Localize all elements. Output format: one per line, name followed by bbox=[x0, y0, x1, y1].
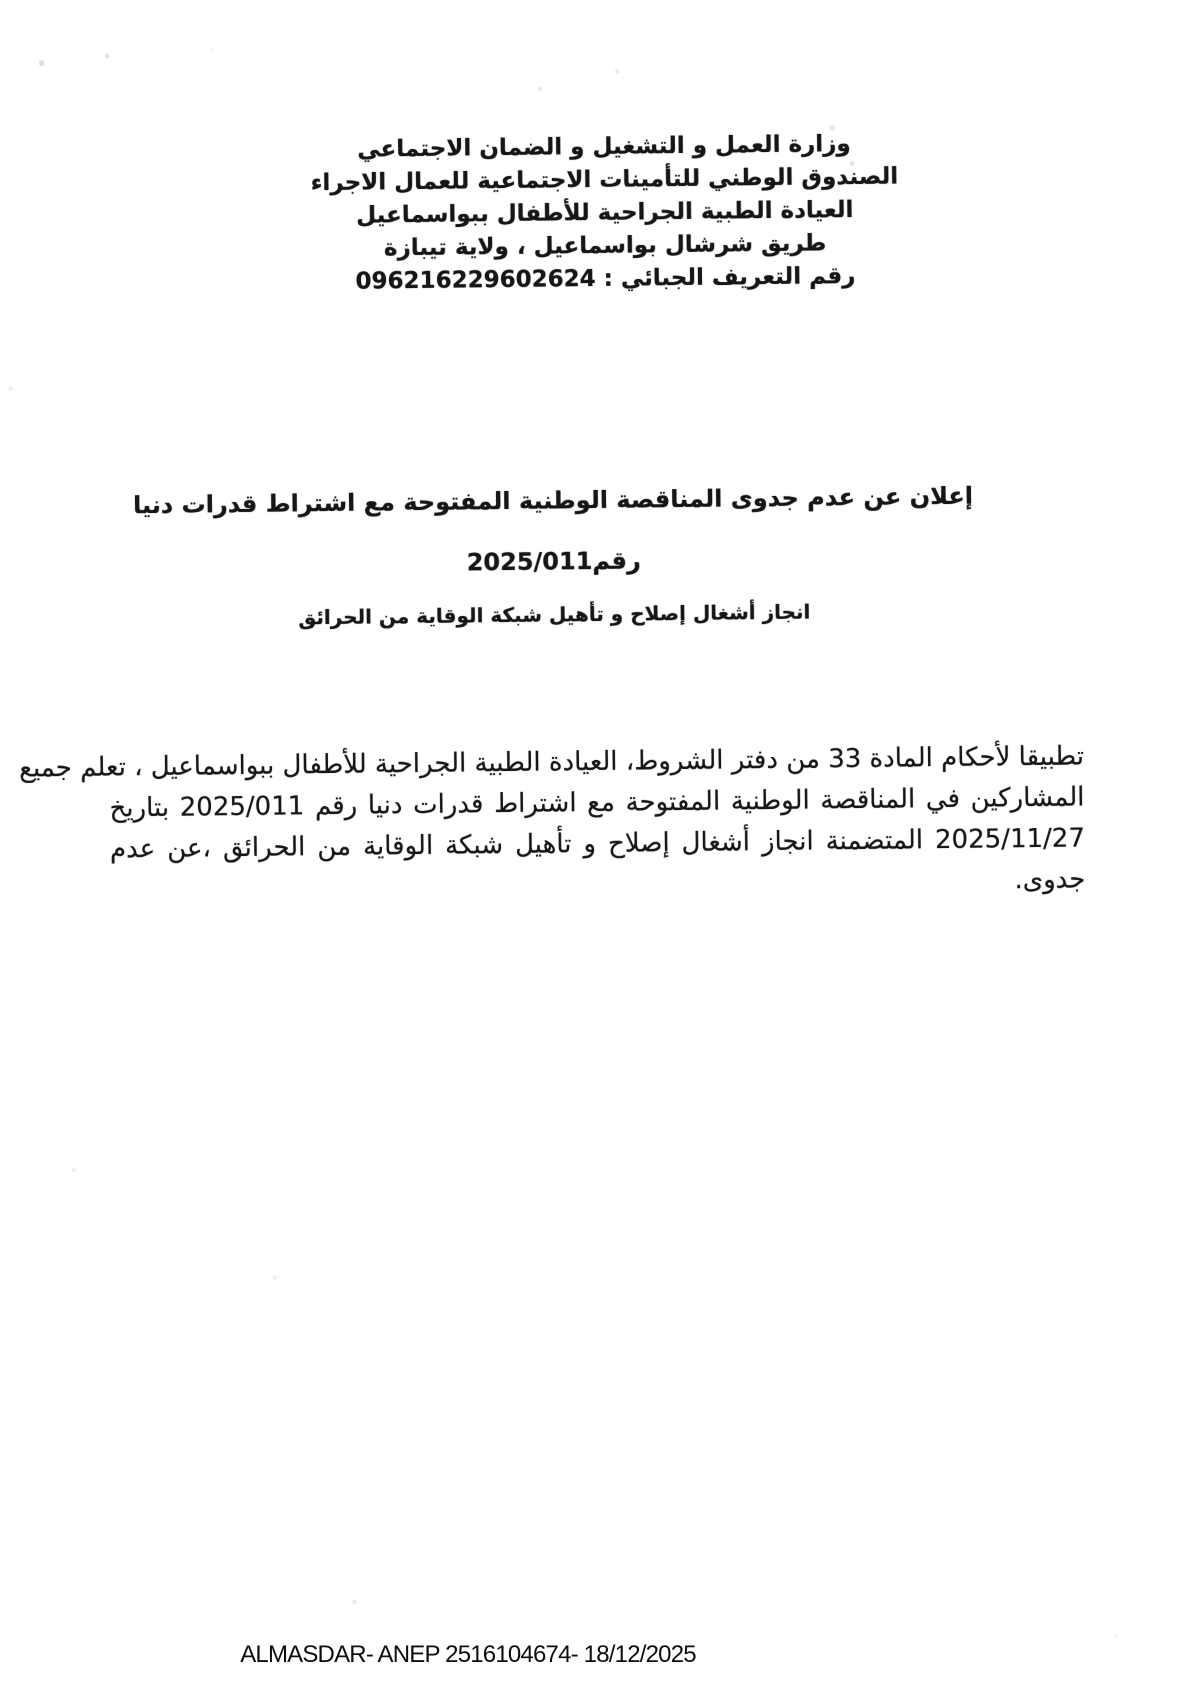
scan-speck bbox=[615, 70, 619, 74]
body-paragraph-line-3: 2025/11/27 المتضمنة انجاز أشغال إصلاح و تأهيل شبكة الوقاية من الحرائق ،عن عدم جدوى. bbox=[109, 823, 1086, 896]
letterhead bbox=[29, 124, 1181, 302]
tender-reference-number: رقم2025/011 bbox=[466, 546, 641, 577]
publication-reference-footer: ALMASDAR- ANEP 2516104674- 18/12/2025 bbox=[240, 1641, 696, 1668]
scan-speck bbox=[273, 1276, 277, 1280]
scan-speck bbox=[850, 161, 854, 166]
scan-speck bbox=[211, 48, 214, 51]
scan-speck bbox=[352, 1600, 356, 1604]
scan-speck bbox=[105, 53, 109, 58]
clinic-name-line: العيادة الطبية الجراحية للأطفال ببواسماعيل bbox=[355, 197, 854, 229]
scan-speck bbox=[538, 87, 542, 91]
national-fund-line: الصندوق الوطني للتأمينات الاجتماعية للعمال الاجراء bbox=[310, 163, 899, 197]
works-subject-line: انجاز أشغال إصلاح و تأهيل شبكة الوقاية من الحرائق bbox=[298, 599, 811, 630]
body-paragraph-line-1: تطبيقا لأحكام المادة 33 من دفتر الشروط، العيادة الطبية الجراحية للأطفال ببواسماعيل ، تعلم جميع bbox=[18, 741, 1085, 784]
tax-id-line: رقم التعريف الجبائي : 096216229602624 bbox=[355, 263, 856, 295]
scan-speck bbox=[72, 1168, 76, 1172]
notice-title: إعلان عن عدم جدوى المناقصة الوطنية المفتوحة مع اشتراط قدرات دنيا bbox=[132, 481, 974, 520]
scan-speck bbox=[1115, 1634, 1118, 1637]
scan-speck bbox=[9, 387, 13, 391]
body-paragraph bbox=[18, 736, 1086, 911]
scan-speck bbox=[39, 60, 44, 66]
body-paragraph-line-2: المشاركين في المناقصة الوطنية المفتوحة مع اشتراط قدرات دنيا رقم 2025/011 بتاريخ bbox=[109, 782, 1085, 824]
address-line: طريق شرشال بواسماعيل ، ولاية تيبازة bbox=[383, 230, 827, 262]
ministry-line: وزارة العمل و التشغيل و الضمان الاجتماعي bbox=[357, 131, 851, 163]
scan-speck bbox=[830, 125, 835, 130]
